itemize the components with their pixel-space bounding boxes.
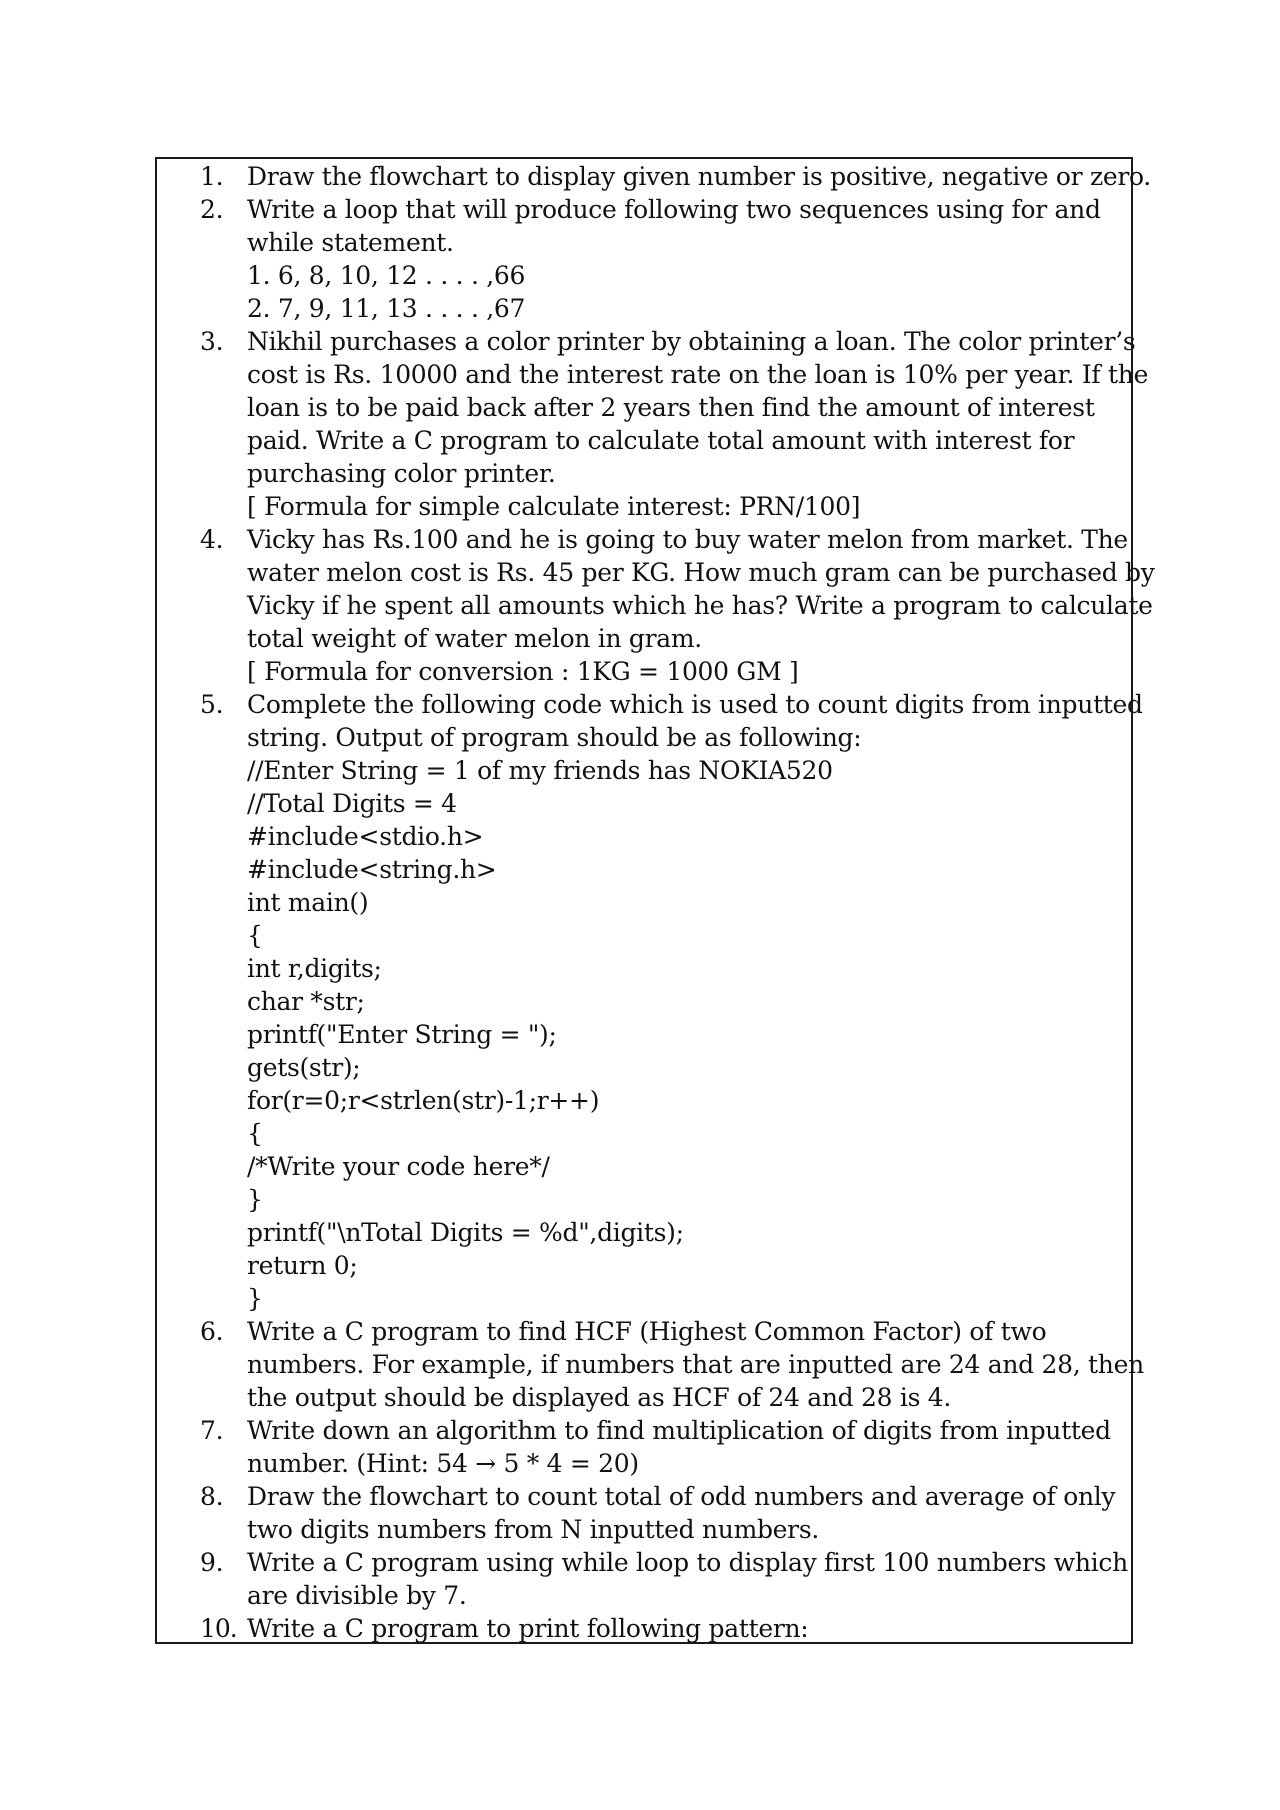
question-2 (200, 193, 1125, 325)
question-number: 8. (200, 1482, 224, 1511)
question-text-line: Write down an algorithm to find multiplication of digits from inputted (247, 1416, 1111, 1445)
question-text-line: Draw the flowchart to count total of odd numbers and average of only (247, 1482, 1116, 1511)
question-list (200, 160, 1155, 1645)
question-3 (200, 325, 1149, 523)
code-line: /*Write your code here*/ (247, 1152, 550, 1181)
question-6 (200, 1315, 1144, 1414)
question-text-line: string. Output of program should be as following: (247, 723, 862, 752)
code-line: //Total Digits = 4 (247, 789, 457, 818)
question-text-line: purchasing color printer. (247, 459, 556, 488)
question-text-line: Write a C program using while loop to display first 100 numbers which (247, 1548, 1128, 1577)
code-line: for(r=0;r<strlen(str)-1;r++) (247, 1086, 600, 1115)
code-line: printf("\nTotal Digits = %d",digits); (247, 1218, 684, 1247)
question-4 (200, 523, 1155, 688)
question-7 (200, 1414, 1125, 1480)
question-1 (200, 160, 1151, 193)
question-number: 6. (200, 1317, 224, 1346)
question-text-line: paid. Write a C program to calculate total amount with interest for (247, 426, 1075, 455)
question-text-line: two digits numbers from N inputted numbers. (247, 1515, 820, 1544)
code-line: gets(str); (247, 1053, 361, 1082)
code-line: #include<stdio.h> (247, 822, 484, 851)
sequence-line: 2. 7, 9, 11, 13 . . . . ,67 (247, 294, 526, 323)
question-text-line: Write a C program to find HCF (Highest Common Factor) of two (247, 1317, 1047, 1346)
formula-line: [ Formula for conversion : 1KG = 1000 GM ] (247, 657, 799, 686)
question-8 (200, 1480, 1125, 1546)
question-number: 2. (200, 195, 224, 224)
formula-line: [ Formula for simple calculate interest: PRN/100] (247, 492, 861, 521)
question-text-line: Vicky has Rs.100 and he is going to buy water melon from market. The (247, 525, 1128, 554)
question-text-line: the output should be displayed as HCF of 24 and 28 is 4. (247, 1383, 952, 1412)
sequence-line: 1. 6, 8, 10, 12 . . . . ,66 (247, 261, 526, 290)
question-text-line: cost is Rs. 10000 and the interest rate on the loan is 10% per year. If the (247, 360, 1149, 389)
question-number: 1. (200, 162, 224, 191)
question-text-line: are divisible by 7. (247, 1581, 467, 1610)
question-number: 9. (200, 1548, 224, 1577)
question-text-line: Complete the following code which is used to count digits from inputted (247, 690, 1143, 719)
code-line: int main() (247, 888, 369, 917)
question-number: 10. (200, 1614, 237, 1643)
question-text-line: Write a loop that will produce following two sequences using for and (247, 195, 1101, 224)
question-number: 5. (200, 690, 224, 719)
question-text-line: Nikhil purchases a color printer by obtaining a loan. The color printer’s (247, 327, 1136, 356)
question-text-line: number. (Hint: 54 → 5 * 4 = 20) (247, 1449, 639, 1478)
question-text-line: Vicky if he spent all amounts which he has? Write a program to calculate (247, 591, 1153, 620)
code-line: char *str; (247, 987, 365, 1016)
question-9 (200, 1546, 1128, 1612)
question-text-line: while statement. (247, 228, 454, 257)
question-5 (200, 688, 1143, 1315)
code-line: printf("Enter String = "); (247, 1020, 557, 1049)
question-text-line: numbers. For example, if numbers that are inputted are 24 and 28, then (247, 1350, 1144, 1379)
code-line: { (247, 921, 263, 950)
question-text-line: Write a C program to print following pattern: (247, 1614, 809, 1643)
question-number: 7. (200, 1416, 224, 1445)
question-number: 3. (200, 327, 224, 356)
question-text-line: water melon cost is Rs. 45 per KG. How much gram can be purchased by (247, 558, 1155, 587)
question-text-line: total weight of water melon in gram. (247, 624, 702, 653)
code-line: int r,digits; (247, 954, 382, 983)
question-10 (200, 1612, 1125, 1645)
code-line: } (247, 1284, 263, 1313)
code-line: //Enter String = 1 of my friends has NOKIA520 (247, 756, 833, 785)
question-text-line: Draw the flowchart to display given number is positive, negative or zero. (247, 162, 1151, 191)
code-line: #include<string.h> (247, 855, 497, 884)
code-line: { (247, 1119, 263, 1148)
code-line: } (247, 1185, 263, 1214)
code-line: return 0; (247, 1251, 358, 1280)
question-text-line: loan is to be paid back after 2 years then find the amount of interest (247, 393, 1095, 422)
question-number: 4. (200, 525, 224, 554)
